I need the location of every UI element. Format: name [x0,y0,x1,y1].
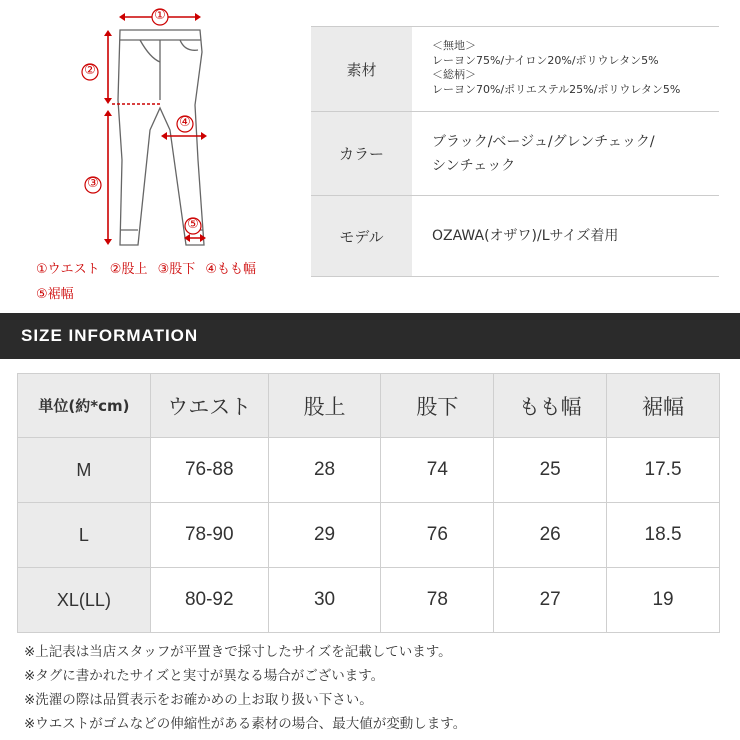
table-row [18,568,720,633]
cell-hem: 17.5 [607,438,720,503]
header-waist: ウエスト [150,374,268,438]
spec-row-color [311,112,719,196]
cell-waist: 78-90 [150,503,268,568]
legend-hem: ⑤裾幅 [36,287,74,302]
cell-inseam: 74 [381,438,494,503]
model-line: OZAWA(オザワ)/Lサイズ着用 [432,228,619,244]
marker-2-label: ② [84,63,96,78]
note-line: ※タグに書かれたサイズと実寸が異なる場合がございます。 [24,668,385,684]
note-line: ※上記表は当店スタッフが平置きで採寸したサイズを記載しています。 [24,644,452,660]
header-inseam: 股下 [381,374,494,438]
notes [24,640,466,736]
cell-rise: 29 [268,503,381,568]
cell-thigh: 25 [494,438,607,503]
table-row [18,438,720,503]
legend-waist: ①ウエスト [36,262,100,277]
spec-label-color: カラー [311,112,412,195]
color-line: ブラック/ベージュ/グレンチェック/ [432,133,655,150]
cell-thigh: 27 [494,568,607,633]
spec-row-model [311,196,719,277]
header-unit: 単位(約*cm) [18,374,151,438]
header-thigh: もも幅 [494,374,607,438]
pants-diagram [0,0,300,310]
spec-value-model [412,196,719,276]
header-rise: 股上 [268,374,381,438]
size-label: M [18,438,151,503]
spec-value-material [412,27,719,111]
cell-hem: 18.5 [607,503,720,568]
marker-3-label: ③ [87,176,99,191]
spec-value-color [412,112,719,195]
pants-illustration [0,0,300,260]
legend-rise: ②股上 [109,262,148,277]
header-hem: 裾幅 [607,374,720,438]
note-line: ※ウエストがゴムなどの伸縮性がある素材の場合、最大値が変動します。 [24,716,467,732]
material-line: ＜総柄＞ [432,68,476,81]
material-line: ＜無地＞ [432,39,476,52]
spec-label-material: 素材 [311,27,412,111]
size-information-header: SIZE INFORMATION [0,313,740,359]
measurement-legend [36,258,262,282]
cell-waist: 76-88 [150,438,268,503]
material-line: レーヨン75%/ナイロン20%/ポリウレタン5% [432,53,659,67]
note-line: ※洗濯の際は品質表示をお確かめの上お取り扱い下さい。 [24,692,373,708]
measurement-legend-row2 [36,283,80,307]
table-row [18,503,720,568]
cell-thigh: 26 [494,503,607,568]
spec-row-material [311,27,719,112]
cell-inseam: 78 [381,568,494,633]
color-line: シンチェック [432,157,516,174]
size-table [17,373,720,633]
marker-5-label: ⑤ [187,217,199,232]
legend-inseam: ③股下 [157,262,196,277]
marker-4-label: ④ [179,115,191,130]
size-label: L [18,503,151,568]
spec-label-model: モデル [311,196,412,276]
material-line: レーヨン70%/ポリエステル25%/ポリウレタン5% [432,82,681,96]
cell-rise: 30 [268,568,381,633]
cell-hem: 19 [607,568,720,633]
cell-waist: 80-92 [150,568,268,633]
size-label: XL(LL) [18,568,151,633]
size-table-header-row [18,374,720,438]
legend-thigh: ④もも幅 [205,262,257,277]
cell-rise: 28 [268,438,381,503]
marker-1-label: ① [154,8,166,23]
cell-inseam: 76 [381,503,494,568]
spec-table [311,26,719,277]
